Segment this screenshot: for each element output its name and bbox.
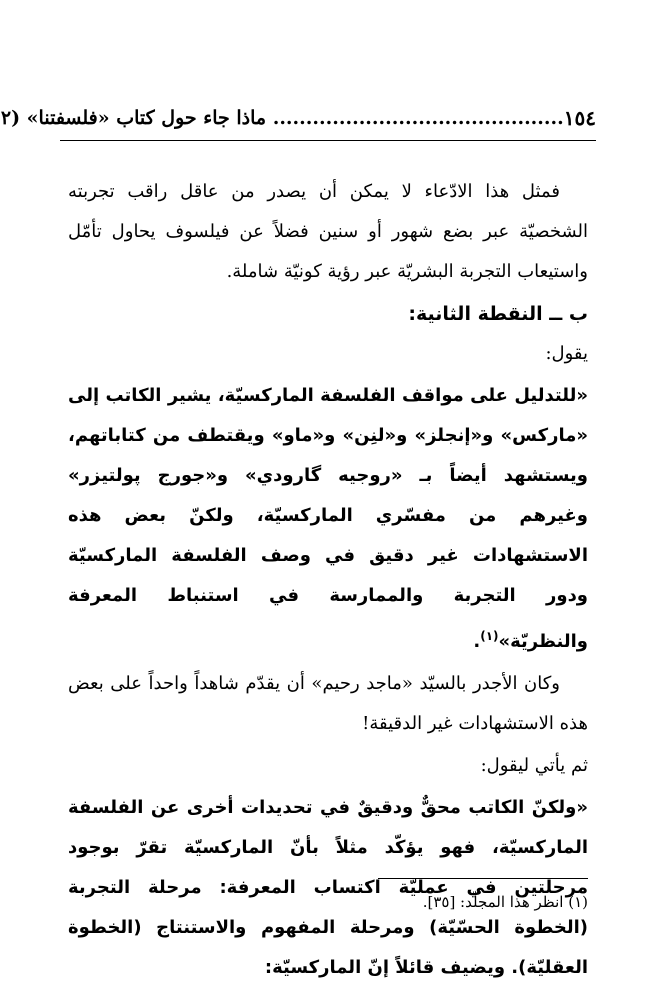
section-heading: ب ــ النقطة الثانية: xyxy=(408,303,588,325)
quote-2: «ولكنّ الكاتب محقٌّ ودقيقٌ في تحديدات أخرى عن الفلسفة الماركسيّة، فهو يؤكّد مثلاً بأنّ الماركسيّة تقرّ بوجود مرحلتين في عمليّة اكتساب المعرفة: مرحلة التجربة (الخطوة الحسّيّة) ومرحلة المفهوم والاستنتاج (الخطوة العقليّة). ويضيف قائلاً إنّ الماركسيّة: xyxy=(68,797,588,978)
footnote: (١) انظر هذا المجلّد: [٣٥]. xyxy=(422,893,588,911)
paragraph-2: وكان الأجدر بالسيّد «ماجد رحيم» أن يقدّم شاهداً واحداً على بعض هذه الاستشهادات غير الدقيقة! xyxy=(68,673,588,734)
footnote-rule xyxy=(378,878,588,879)
page-number: ١٥٤ xyxy=(563,106,596,130)
header-leader-dots: ............................................ xyxy=(272,107,564,129)
says-intro-2: ثم يأتي ليقول: xyxy=(480,755,588,776)
paragraph-1: فمثل هذا الادّعاء لا يمكن أن يصدر من عاقل راقب تجربته الشخصيّة عبر بضع شهور أو سنين فضلاً عن فيلسوف يحاول تأمّل واستيعاب التجربة البشريّة عبر رؤية كونيّة شاملة. xyxy=(68,181,588,282)
quote-1-text: «للتدليل على مواقف الفلسفة الماركسيّة، يشير الكاتب إلى «ماركس» و«إنجلز» و«لنِن» و«ماو» ويقتطف من كتاباتهم، ويستشهد أيضاً بـ «روجيه گارودي» و«جورج پولتيزر» وغيرهم من مفسّري الماركسيّة، ولكنّ بعض هذه الاستشهادات غير دقيق في وصف الفلسفة الماركسيّة ودور التجربة والممارسة في استنباط المعرفة والنظريّة» xyxy=(68,385,588,652)
footnote-ref-1: (١) xyxy=(480,629,499,643)
says-intro-1: يقول: xyxy=(545,343,588,364)
header-title-text: ماذا جاء حول كتاب «فلسفتنا» (٢ xyxy=(0,107,267,129)
quote-1: «للتدليل على مواقف الفلسفة الماركسيّة، يشير الكاتب إلى «ماركس» و«إنجلز» و«لنِن» و«ماو» ويقتطف من كتاباتهم، ويستشهد أيضاً بـ «روجيه گارودي» و«جورج پولتيزر» وغيرهم من مفسّري الماركسيّة، ولكنّ بعض هذه الاستشهادات غير دقيق في وصف الفلسفة الماركسيّة ودور التجربة والممارسة في استنباط المعرفة والنظريّة»$^{(١)}$. xyxy=(68,385,588,652)
header-rule xyxy=(60,140,596,141)
running-title xyxy=(0,107,564,129)
running-header xyxy=(0,100,596,136)
main-text xyxy=(68,172,588,990)
